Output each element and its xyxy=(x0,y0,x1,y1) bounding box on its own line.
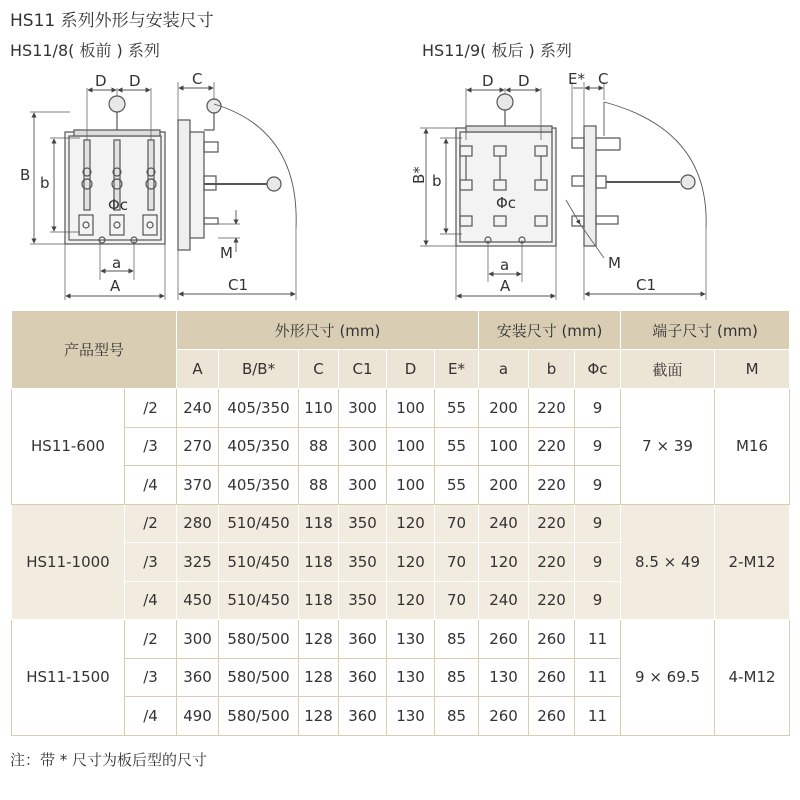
m-cell: 2-M12 xyxy=(715,504,790,620)
cell-a-install: 200 xyxy=(479,466,529,505)
cell-b: 580/500 xyxy=(219,658,299,697)
cell-a-install: 240 xyxy=(479,504,529,543)
cell-c: 118 xyxy=(299,543,339,582)
table-row xyxy=(12,389,790,428)
cell-b: 510/450 xyxy=(219,504,299,543)
cell-c: 128 xyxy=(299,697,339,736)
cell-d: 100 xyxy=(387,427,435,466)
front-series-subtitle: HS11/8( 板前 ) 系列 xyxy=(10,41,160,60)
rear-series-subtitle: HS11/9( 板后 ) 系列 xyxy=(422,41,572,60)
rear-mount-drawing xyxy=(420,82,706,300)
column-header: B/B* xyxy=(219,350,299,389)
cell-e: 85 xyxy=(435,620,479,659)
column-header: C1 xyxy=(339,350,387,389)
pole-cell: /4 xyxy=(125,466,177,505)
cell-b-install: 260 xyxy=(529,620,575,659)
cell-b-install: 260 xyxy=(529,697,575,736)
cell-c1: 360 xyxy=(339,658,387,697)
cell-e: 85 xyxy=(435,658,479,697)
cell-a-outline: 370 xyxy=(177,466,219,505)
cell-phi: 11 xyxy=(575,620,621,659)
column-header: 截面 xyxy=(621,350,715,389)
cell-a-install: 120 xyxy=(479,543,529,582)
cell-d: 130 xyxy=(387,658,435,697)
cell-e: 55 xyxy=(435,427,479,466)
page-title: HS11 系列外形与安装尺寸 xyxy=(10,11,214,31)
column-header: E* xyxy=(435,350,479,389)
cell-a-outline: 450 xyxy=(177,581,219,620)
section-cell: 7 × 39 xyxy=(621,389,715,505)
cell-a-outline: 240 xyxy=(177,389,219,428)
cell-b: 405/350 xyxy=(219,389,299,428)
cell-a-outline: 300 xyxy=(177,620,219,659)
cell-phi: 11 xyxy=(575,697,621,736)
front-label-c1: C1 xyxy=(228,276,249,294)
cell-b: 510/450 xyxy=(219,581,299,620)
table-row xyxy=(12,620,790,659)
front-mount-drawing xyxy=(30,82,296,300)
column-header: C xyxy=(299,350,339,389)
rear-label-e: E* xyxy=(568,70,585,88)
cell-c1: 300 xyxy=(339,389,387,428)
cell-phi: 9 xyxy=(575,504,621,543)
cell-d: 120 xyxy=(387,543,435,582)
cell-b-install: 220 xyxy=(529,504,575,543)
model-cell: HS11-600 xyxy=(12,389,125,505)
cell-a-outline: 270 xyxy=(177,427,219,466)
rear-label-b-lower: b xyxy=(432,172,442,190)
cell-a-install: 130 xyxy=(479,658,529,697)
front-handle-knob xyxy=(109,96,125,112)
rear-label-phi: Φc xyxy=(496,194,517,212)
group-hs11-1000 xyxy=(12,504,790,620)
cell-d: 100 xyxy=(387,466,435,505)
cell-c1: 350 xyxy=(339,581,387,620)
cell-a-install: 240 xyxy=(479,581,529,620)
rear-handle-knob xyxy=(497,94,513,110)
rear-label-a-upper: A xyxy=(500,277,511,295)
cell-a-install: 100 xyxy=(479,427,529,466)
pole-cell: /2 xyxy=(125,504,177,543)
cell-c1: 300 xyxy=(339,466,387,505)
section-cell: 8.5 × 49 xyxy=(621,504,715,620)
terminal-dimensions-header: 端子尺寸 (mm) xyxy=(621,311,790,350)
cell-c: 118 xyxy=(299,504,339,543)
cell-c: 128 xyxy=(299,620,339,659)
rear-label-c: C xyxy=(598,70,609,88)
cell-d: 130 xyxy=(387,620,435,659)
cell-a-install: 260 xyxy=(479,620,529,659)
pole-cell: /3 xyxy=(125,658,177,697)
cell-b-install: 260 xyxy=(529,658,575,697)
cell-c: 110 xyxy=(299,389,339,428)
pole-cell: /4 xyxy=(125,581,177,620)
rear-label-d1: D xyxy=(482,72,494,90)
rear-label-d2: D xyxy=(518,72,530,90)
cell-c1: 360 xyxy=(339,620,387,659)
cell-b: 580/500 xyxy=(219,620,299,659)
cell-b-install: 220 xyxy=(529,543,575,582)
cell-c1: 360 xyxy=(339,697,387,736)
front-label-d2: D xyxy=(129,72,141,90)
front-side-panel xyxy=(178,120,190,250)
model-cell: HS11-1000 xyxy=(12,504,125,620)
rear-label-a-lower: a xyxy=(500,256,510,274)
table-row xyxy=(12,504,790,543)
footnote: 注：带 * 尺寸为板后型的尺寸 xyxy=(10,751,208,769)
cell-b: 510/450 xyxy=(219,543,299,582)
pole-cell: /4 xyxy=(125,697,177,736)
cell-b-install: 220 xyxy=(529,466,575,505)
front-label-b-lower: b xyxy=(40,174,50,192)
front-label-c: C xyxy=(192,70,203,88)
cell-phi: 9 xyxy=(575,466,621,505)
cell-c: 88 xyxy=(299,466,339,505)
m-cell: 4-M12 xyxy=(715,620,790,736)
column-header: a xyxy=(479,350,529,389)
cell-phi: 9 xyxy=(575,427,621,466)
cell-b: 405/350 xyxy=(219,427,299,466)
cell-e: 55 xyxy=(435,389,479,428)
cell-b-install: 220 xyxy=(529,427,575,466)
cell-d: 120 xyxy=(387,504,435,543)
cell-a-outline: 325 xyxy=(177,543,219,582)
cell-e: 70 xyxy=(435,504,479,543)
rear-label-b-upper: B* xyxy=(410,166,428,184)
front-label-b-upper: B xyxy=(20,166,31,184)
column-header: D xyxy=(387,350,435,389)
column-header: Φc xyxy=(575,350,621,389)
section-cell: 9 × 69.5 xyxy=(621,620,715,736)
column-header: b xyxy=(529,350,575,389)
group-hs11-600 xyxy=(12,389,790,505)
rear-label-m: M xyxy=(608,254,621,272)
front-label-d1: D xyxy=(95,72,107,90)
dimension-table xyxy=(11,310,790,736)
cell-a-outline: 490 xyxy=(177,697,219,736)
pole-cell: /2 xyxy=(125,389,177,428)
rear-label-c1: C1 xyxy=(636,276,657,294)
pole-cell: /3 xyxy=(125,543,177,582)
rear-side-panel xyxy=(584,126,596,246)
cell-e: 85 xyxy=(435,697,479,736)
cell-b-install: 220 xyxy=(529,389,575,428)
cell-c1: 300 xyxy=(339,427,387,466)
model-cell: HS11-1500 xyxy=(12,620,125,736)
front-label-a-upper: A xyxy=(110,277,121,295)
dimension-drawings xyxy=(0,60,800,308)
cell-c: 118 xyxy=(299,581,339,620)
cell-c: 128 xyxy=(299,658,339,697)
cell-a-install: 260 xyxy=(479,697,529,736)
cell-a-install: 200 xyxy=(479,389,529,428)
model-header: 产品型号 xyxy=(12,311,177,389)
cell-phi: 9 xyxy=(575,581,621,620)
cell-b: 405/350 xyxy=(219,466,299,505)
pole-cell: /2 xyxy=(125,620,177,659)
cell-e: 70 xyxy=(435,543,479,582)
cell-phi: 9 xyxy=(575,389,621,428)
cell-c1: 350 xyxy=(339,543,387,582)
cell-b: 580/500 xyxy=(219,697,299,736)
outline-dimensions-header: 外形尺寸 (mm) xyxy=(177,311,479,350)
cell-b-install: 220 xyxy=(529,581,575,620)
front-label-m: M xyxy=(220,244,233,262)
cell-phi: 11 xyxy=(575,658,621,697)
m-cell: M16 xyxy=(715,389,790,505)
column-header: A xyxy=(177,350,219,389)
cell-c: 88 xyxy=(299,427,339,466)
column-header: M xyxy=(715,350,790,389)
cell-e: 55 xyxy=(435,466,479,505)
cell-c1: 350 xyxy=(339,504,387,543)
cell-a-outline: 360 xyxy=(177,658,219,697)
front-label-a-lower: a xyxy=(112,254,122,272)
pole-cell: /3 xyxy=(125,427,177,466)
cell-a-outline: 280 xyxy=(177,504,219,543)
cell-d: 120 xyxy=(387,581,435,620)
cell-d: 130 xyxy=(387,697,435,736)
front-label-phi: Φc xyxy=(108,196,129,214)
cell-d: 100 xyxy=(387,389,435,428)
cell-e: 70 xyxy=(435,581,479,620)
group-hs11-1500 xyxy=(12,620,790,736)
install-dimensions-header: 安装尺寸 (mm) xyxy=(479,311,621,350)
cell-phi: 9 xyxy=(575,543,621,582)
